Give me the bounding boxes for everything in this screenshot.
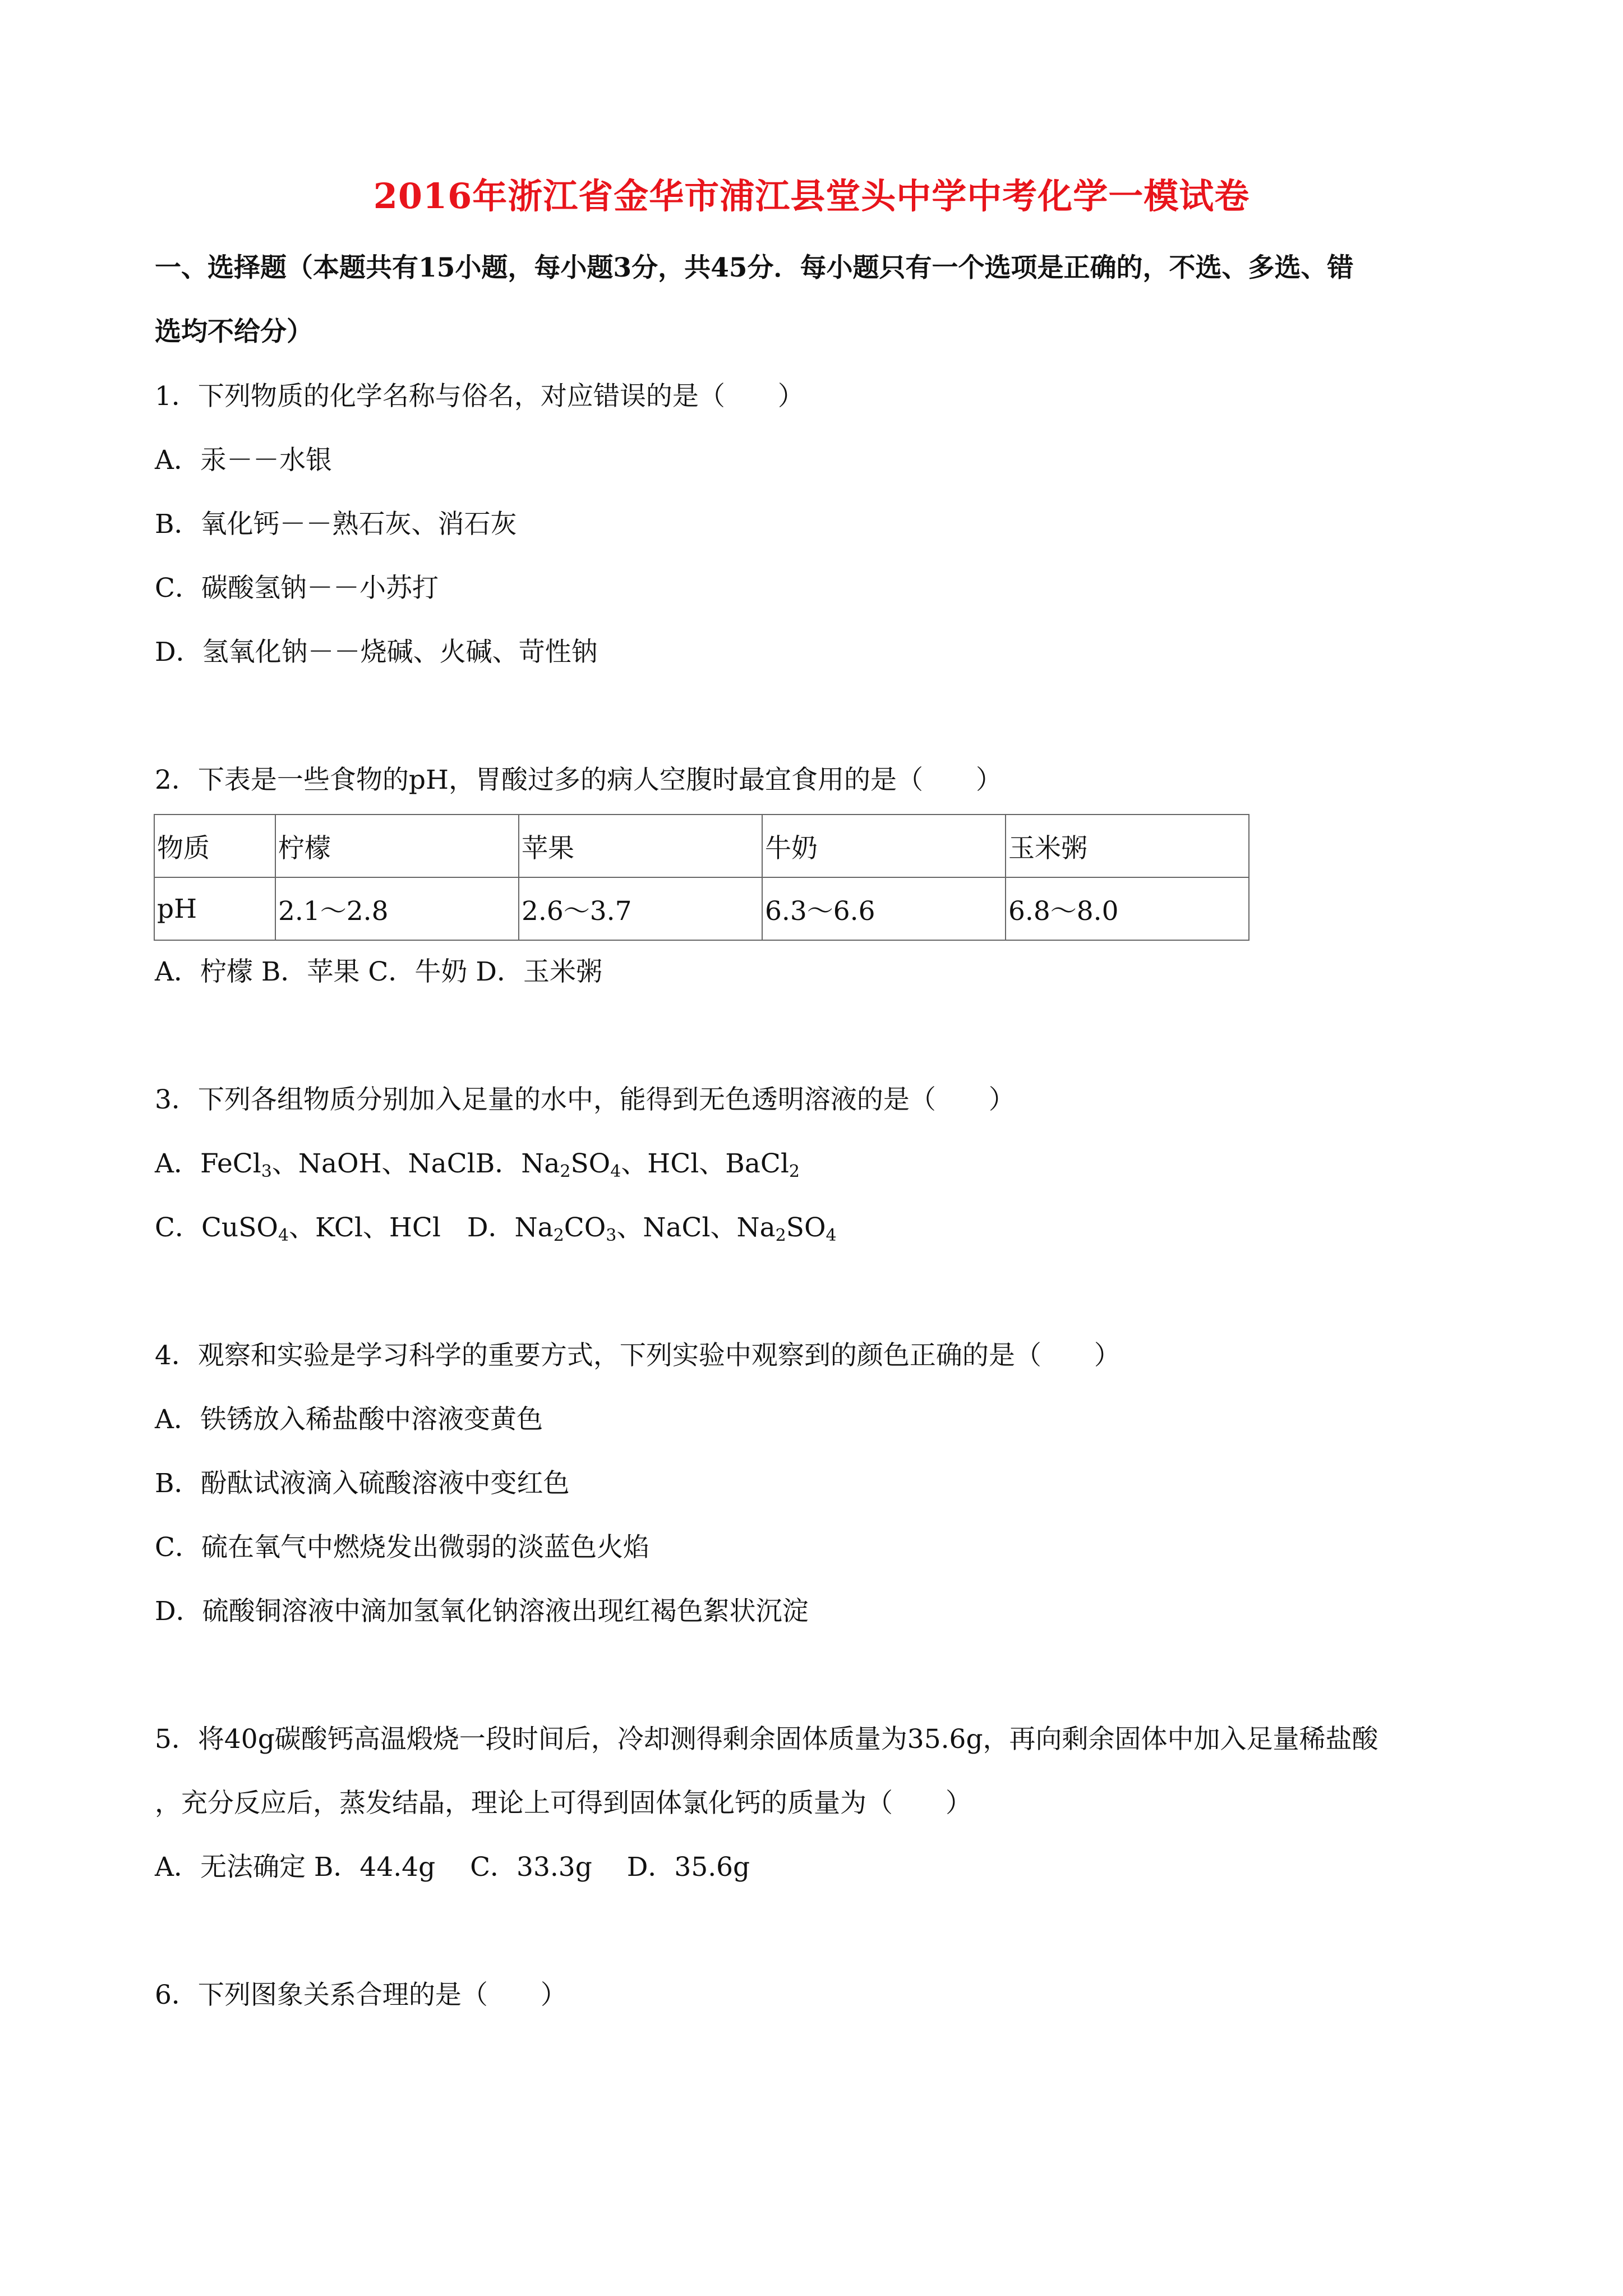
formula-text: 、HCl、BaCl xyxy=(621,1148,789,1179)
table-cell: 2.1～2.8 xyxy=(275,877,519,940)
subscript: 3 xyxy=(261,1162,272,1181)
q5-stem-line2: ，充分反应后，蒸发结晶，理论上可得到固体氯化钙的质量为（ ） xyxy=(155,1788,972,1819)
q5-options: A．无法确定 B．44.4g C．33.3g D．35.6g xyxy=(155,1852,750,1883)
formula-text: CO xyxy=(564,1212,606,1243)
q1-option-d: D．氢氧化钠－－烧碱、火碱、苛性钠 xyxy=(155,637,598,668)
q2-options: A．柠檬 B．苹果 C．牛奶 D．玉米粥 xyxy=(155,956,602,987)
q1-option-b: B．氧化钙－－熟石灰、消石灰 xyxy=(155,509,517,540)
q5-stem-line1: 5．将40g碳酸钙高温煅烧一段时间后，冷却测得剩余固体质量为35.6g，再向剩余固体中加入足量稀盐酸 xyxy=(155,1724,1378,1755)
subscript: 3 xyxy=(606,1226,617,1245)
table-cell: 玉米粥 xyxy=(1006,815,1249,877)
table-cell: 6.3～6.6 xyxy=(762,877,1006,940)
formula-text: B．Na xyxy=(475,1148,560,1179)
formula-text: 、NaCl、Na xyxy=(616,1212,776,1243)
table-row xyxy=(154,877,1249,940)
formula-text: SO xyxy=(786,1212,826,1243)
q3-options-ab xyxy=(155,1147,800,1181)
subscript: 4 xyxy=(826,1226,837,1245)
subscript: 2 xyxy=(553,1226,564,1245)
q4-stem: 4．观察和实验是学习科学的重要方式，下列实验中观察到的颜色正确的是（ ） xyxy=(155,1340,1121,1371)
subscript: 2 xyxy=(560,1162,571,1181)
q3-options-cd xyxy=(155,1211,837,1245)
ph-table xyxy=(154,814,1249,941)
q4-option-a: A．铁锈放入稀盐酸中溶液变黄色 xyxy=(155,1404,543,1435)
formula-text: 、KCl、HCl D．Na xyxy=(289,1212,554,1243)
q1-option-c: C．碳酸氢钠－－小苏打 xyxy=(155,573,439,604)
q1-option-a: A．汞－－水银 xyxy=(155,445,332,476)
table-cell: 物质 xyxy=(154,815,275,877)
q4-option-c: C．硫在氧气中燃烧发出微弱的淡蓝色火焰 xyxy=(155,1532,649,1563)
q4-option-d: D．硫酸铜溶液中滴加氢氧化钠溶液出现红褐色絮状沉淀 xyxy=(155,1596,809,1627)
formula-text: SO xyxy=(570,1148,611,1179)
table-cell: pH xyxy=(154,877,275,940)
table-cell: 2.6～3.7 xyxy=(519,877,762,940)
formula-text: C．CuSO xyxy=(155,1212,278,1243)
subscript: 4 xyxy=(610,1162,621,1181)
page-title: 2016年浙江省金华市浦江县堂头中学中考化学一模试卷 xyxy=(373,176,1250,217)
table-cell: 柠檬 xyxy=(275,815,519,877)
q2-stem: 2．下表是一些食物的pH，胃酸过多的病人空腹时最宜食用的是（ ） xyxy=(155,765,1002,795)
subscript: 2 xyxy=(789,1162,800,1181)
q6-stem: 6．下列图象关系合理的是（ ） xyxy=(155,1980,567,2010)
table-cell: 6.8～8.0 xyxy=(1006,877,1249,940)
table-cell: 牛奶 xyxy=(762,815,1006,877)
section-heading-line2: 选均不给分） xyxy=(155,316,313,347)
table-cell: 苹果 xyxy=(519,815,762,877)
table-row xyxy=(154,815,1249,877)
subscript: 4 xyxy=(278,1226,289,1245)
formula-text: 、NaOH、NaCl xyxy=(271,1148,476,1179)
subscript: 2 xyxy=(775,1226,786,1245)
q1-stem: 1．下列物质的化学名称与俗名，对应错误的是（ ） xyxy=(155,381,804,412)
q3-stem: 3．下列各组物质分别加入足量的水中，能得到无色透明溶液的是（ ） xyxy=(155,1084,1015,1115)
q4-option-b: B．酚酞试液滴入硫酸溶液中变红色 xyxy=(155,1468,570,1499)
section-heading-line1: 一、选择题（本题共有15小题，每小题3分，共45分．每小题只有一个选项是正确的，不选、多选、错 xyxy=(155,252,1354,283)
formula-text: A．FeCl xyxy=(155,1148,261,1179)
